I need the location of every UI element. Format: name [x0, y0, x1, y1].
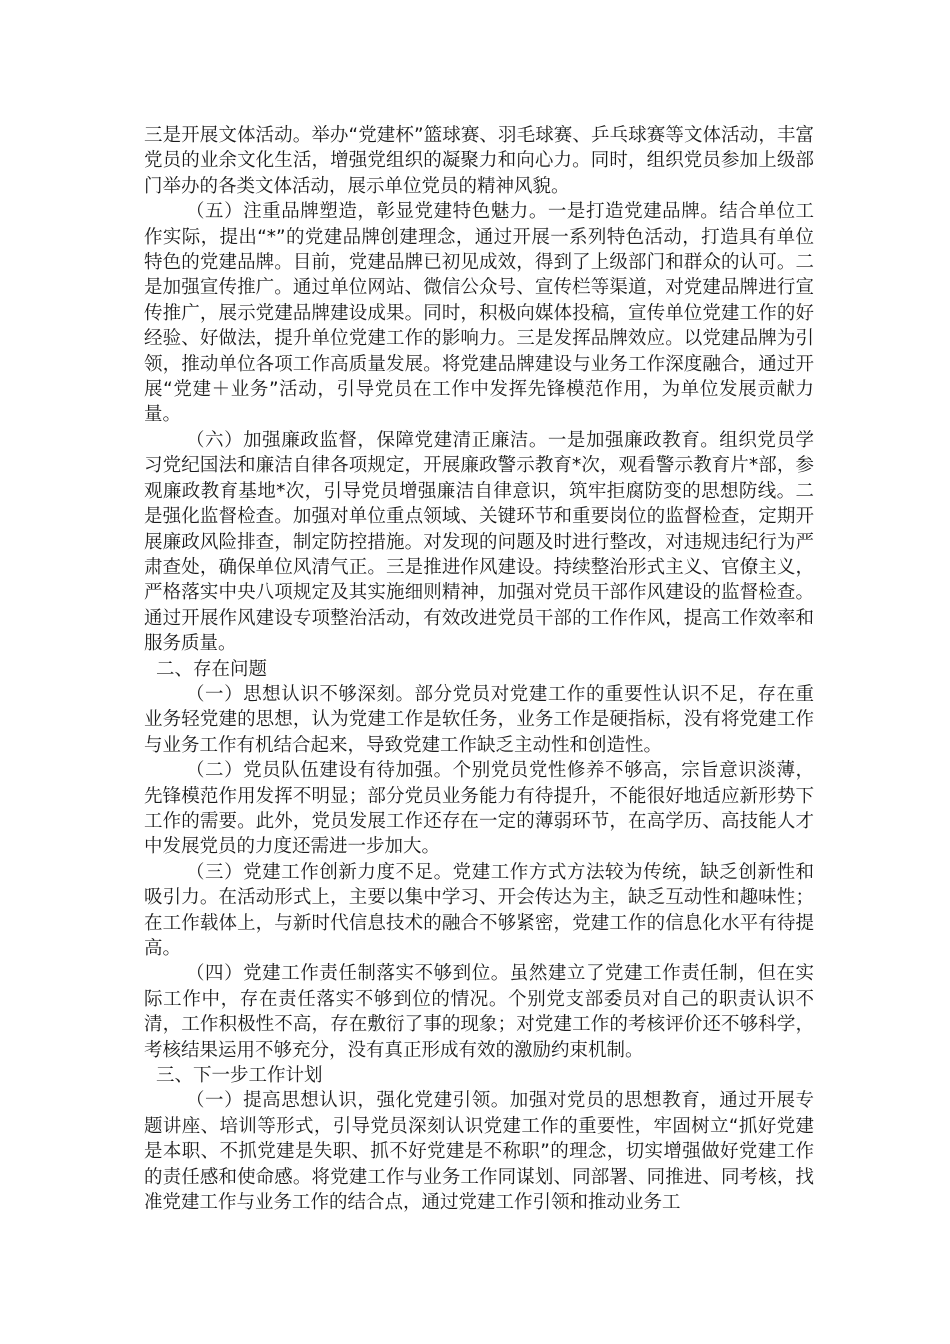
paragraph-problem-responsibility: （四）党建工作责任制落实不够到位。虽然建立了党建工作责任制，但在实际工作中，存在责任落实不够到位的情况。个别党支部委员对自己的职责认识不清，工作积极性不高，存在敷衍了事的现象；对党建工作的考核评价还不够科学，考核结果运用不够充分，没有真正形成有效的激励约束机制。 [144, 963, 814, 1061]
paragraph-problem-team-building: （二）党员队伍建设有待加强。个别党员党性修养不够高，宗旨意识淡薄，先锋模范作用发挥不明显；部分党员业务能力有待提升，不能很好地适应新形势下工作的需要。此外，党员发展工作还存在一定的薄弱环节，在高学历、高技能人才中发展党员的力度还需进一步加大。 [144, 760, 814, 858]
paragraph-problem-innovation: （三）党建工作创新力度不足。党建工作方式方法较为传统，缺乏创新性和吸引力。在活动形式上，主要以集中学习、开会传达为主，缺乏互动性和趣味性；在工作载体上，与新时代信息技术的融合不够紧密，党建工作的信息化水平有待提高。 [144, 861, 814, 959]
paragraph-integrity-supervision: （六）加强廉政监督，保障党建清正廉洁。一是加强廉政教育。组织党员学习党纪国法和廉洁自律各项规定，开展廉政警示教育*次，观看警示教育片*部，参观廉政教育基地*次，引导党员增强廉洁自律意识，筑牢拒腐防变的思想防线。二是强化监督检查。加强对单位重点领域、关键环节和重要岗位的监督检查，定期开展廉政风险排查，制定防控措施。对发现的问题及时进行整改，对违规违纪行为严肃查处，确保单位风清气正。三是推进作风建设。持续整治形式主义、官僚主义，严格落实中央八项规定及其实施细则精神，加强对党员干部作风建设的监督检查。通过开展作风建设专项整治活动，有效改进党员干部的工作作风，提高工作效率和服务质量。 [144, 429, 814, 655]
paragraph-problem-awareness: （一）思想认识不够深刻。部分党员对党建工作的重要性认识不足，存在重业务轻党建的思想，认为党建工作是软任务，业务工作是硬指标，没有将党建工作与业务工作有机结合起来，导致党建工作缺乏主动性和创造性。 [144, 683, 814, 756]
section-heading-next-plan: 三、下一步工作计划 [156, 1065, 323, 1087]
paragraph-brand-building: （五）注重品牌塑造，彰显党建特色魅力。一是打造党建品牌。结合单位工作实际，提出“*”的党建品牌创建理念，通过开展一系列特色活动，打造具有单位特色的党建品牌。目前，党建品牌已初见成效，得到了上级部门和群众的认可。二是加强宣传推广。通过单位网站、微信公众号、宣传栏等渠道，对党建品牌进行宣传推广，展示党建品牌建设成果。同时，积极向媒体投稿，宣传单位党建工作的好经验、好做法，提升单位党建工作的影响力。三是发挥品牌效应。以党建品牌为引领，推动单位各项工作高质量发展。将党建品牌建设与业务工作深度融合，通过开展“党建＋业务”活动，引导党员在工作中发挥先锋模范作用，为单位发展贡献力量。 [144, 201, 814, 426]
paragraph-cultural-activities: 三是开展文体活动。举办“党建杯”篮球赛、羽毛球赛、乒乓球赛等文体活动，丰富党员的业余文化生活，增强党组织的凝聚力和向心力。同时，组织党员参加上级部门举办的各类文体活动，展示单位党员的精神风貌。 [144, 125, 814, 197]
paragraph-plan-awareness: （一）提高思想认识，强化党建引领。加强对党员的思想教育，通过开展专题讲座、培训等形式，引导党员深刻认识党建工作的重要性，牢固树立“抓好党建是本职、不抓党建是失职、抓不好党建是不称职”的理念，切实增强做好党建工作的责任感和使命感。将党建工作与业务工作同谋划、同部署、同推进、同考核，找准党建工作与业务工作的结合点，通过党建工作引领和推动业务工 [144, 1090, 814, 1214]
section-heading-existing-problems: 二、存在问题 [156, 658, 268, 680]
document-page [144, 123, 814, 1215]
